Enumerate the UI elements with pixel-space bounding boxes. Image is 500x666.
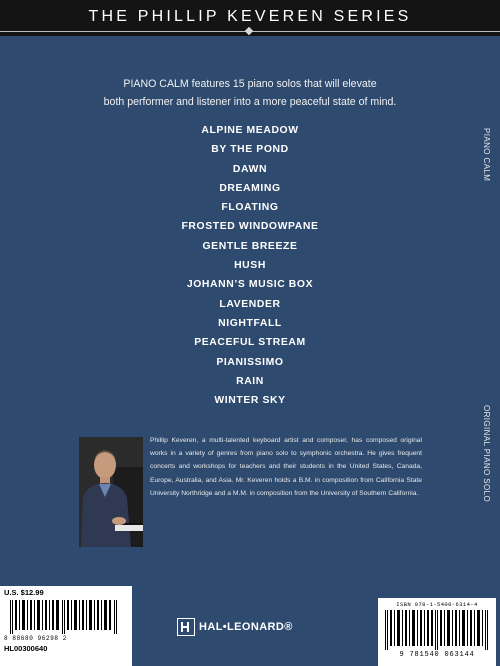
song-title: JOHANN’S MUSIC BOX <box>186 279 314 291</box>
spine-title: PIANO CALM <box>482 128 491 182</box>
song-title: GENTLE BREEZE <box>202 240 298 252</box>
song-title: BY THE POND <box>211 144 289 156</box>
author-bio: Phillip Keveren, a multi-talented keyboard artist and composer, has composed original works in a variety of genres from piano solo to symphonic orchestra. He gives frequent concerts and workshops for teachers and their students in the United States, Canada, Europe, Australia, and Asia. Mr. Keveren holds a B.M. in composition from California State University Northridge and a M.M. in composition from the University of Southern California. <box>150 437 422 497</box>
intro-line-2: both performer and listener into a more peaceful state of mind. <box>103 96 397 108</box>
isbn-label: ISBN 978-1-5400-6314-4 <box>396 601 478 608</box>
price-label: U.S. $12.99 <box>4 588 44 597</box>
publisher-name: HAL•LEONARD® <box>199 621 293 633</box>
song-title: LAVENDER <box>219 298 281 310</box>
publisher-logo <box>177 618 293 636</box>
intro-text <box>60 75 440 111</box>
series-title: THE PHILLIP KEVEREN SERIES <box>88 8 412 25</box>
price-barcode-box <box>0 586 132 666</box>
song-title: FROSTED WINDOWPANE <box>181 221 319 233</box>
song-title: HUSH <box>234 260 266 272</box>
song-title: PIANISSIMO <box>216 356 284 368</box>
author-photo <box>79 437 143 547</box>
song-title: ALPINE MEADOW <box>201 125 299 136</box>
upc-barcode <box>8 600 120 634</box>
song-title: NIGHTFALL <box>218 317 282 329</box>
isbn-barcode <box>384 610 490 650</box>
item-code: HL00300640 <box>4 644 48 653</box>
upc-digits: 8 88680 96298 2 <box>4 635 68 642</box>
song-title: PEACEFUL STREAM <box>194 337 306 349</box>
song-title: WINTER SKY <box>214 395 286 407</box>
isbn-digits: 9 781540 063144 <box>399 651 475 659</box>
intro-line-1: PIANO CALM features 15 piano solos that will elevate <box>123 78 377 90</box>
song-title: DREAMING <box>219 182 281 194</box>
isbn-barcode-box <box>378 598 496 666</box>
hal-leonard-logo-icon <box>177 618 195 636</box>
song-list <box>100 121 400 410</box>
song-title: FLOATING <box>221 202 279 214</box>
song-title: RAIN <box>236 375 264 387</box>
spine-subtitle: ORIGINAL PIANO SOLO <box>482 405 491 503</box>
song-title: DAWN <box>232 163 268 175</box>
